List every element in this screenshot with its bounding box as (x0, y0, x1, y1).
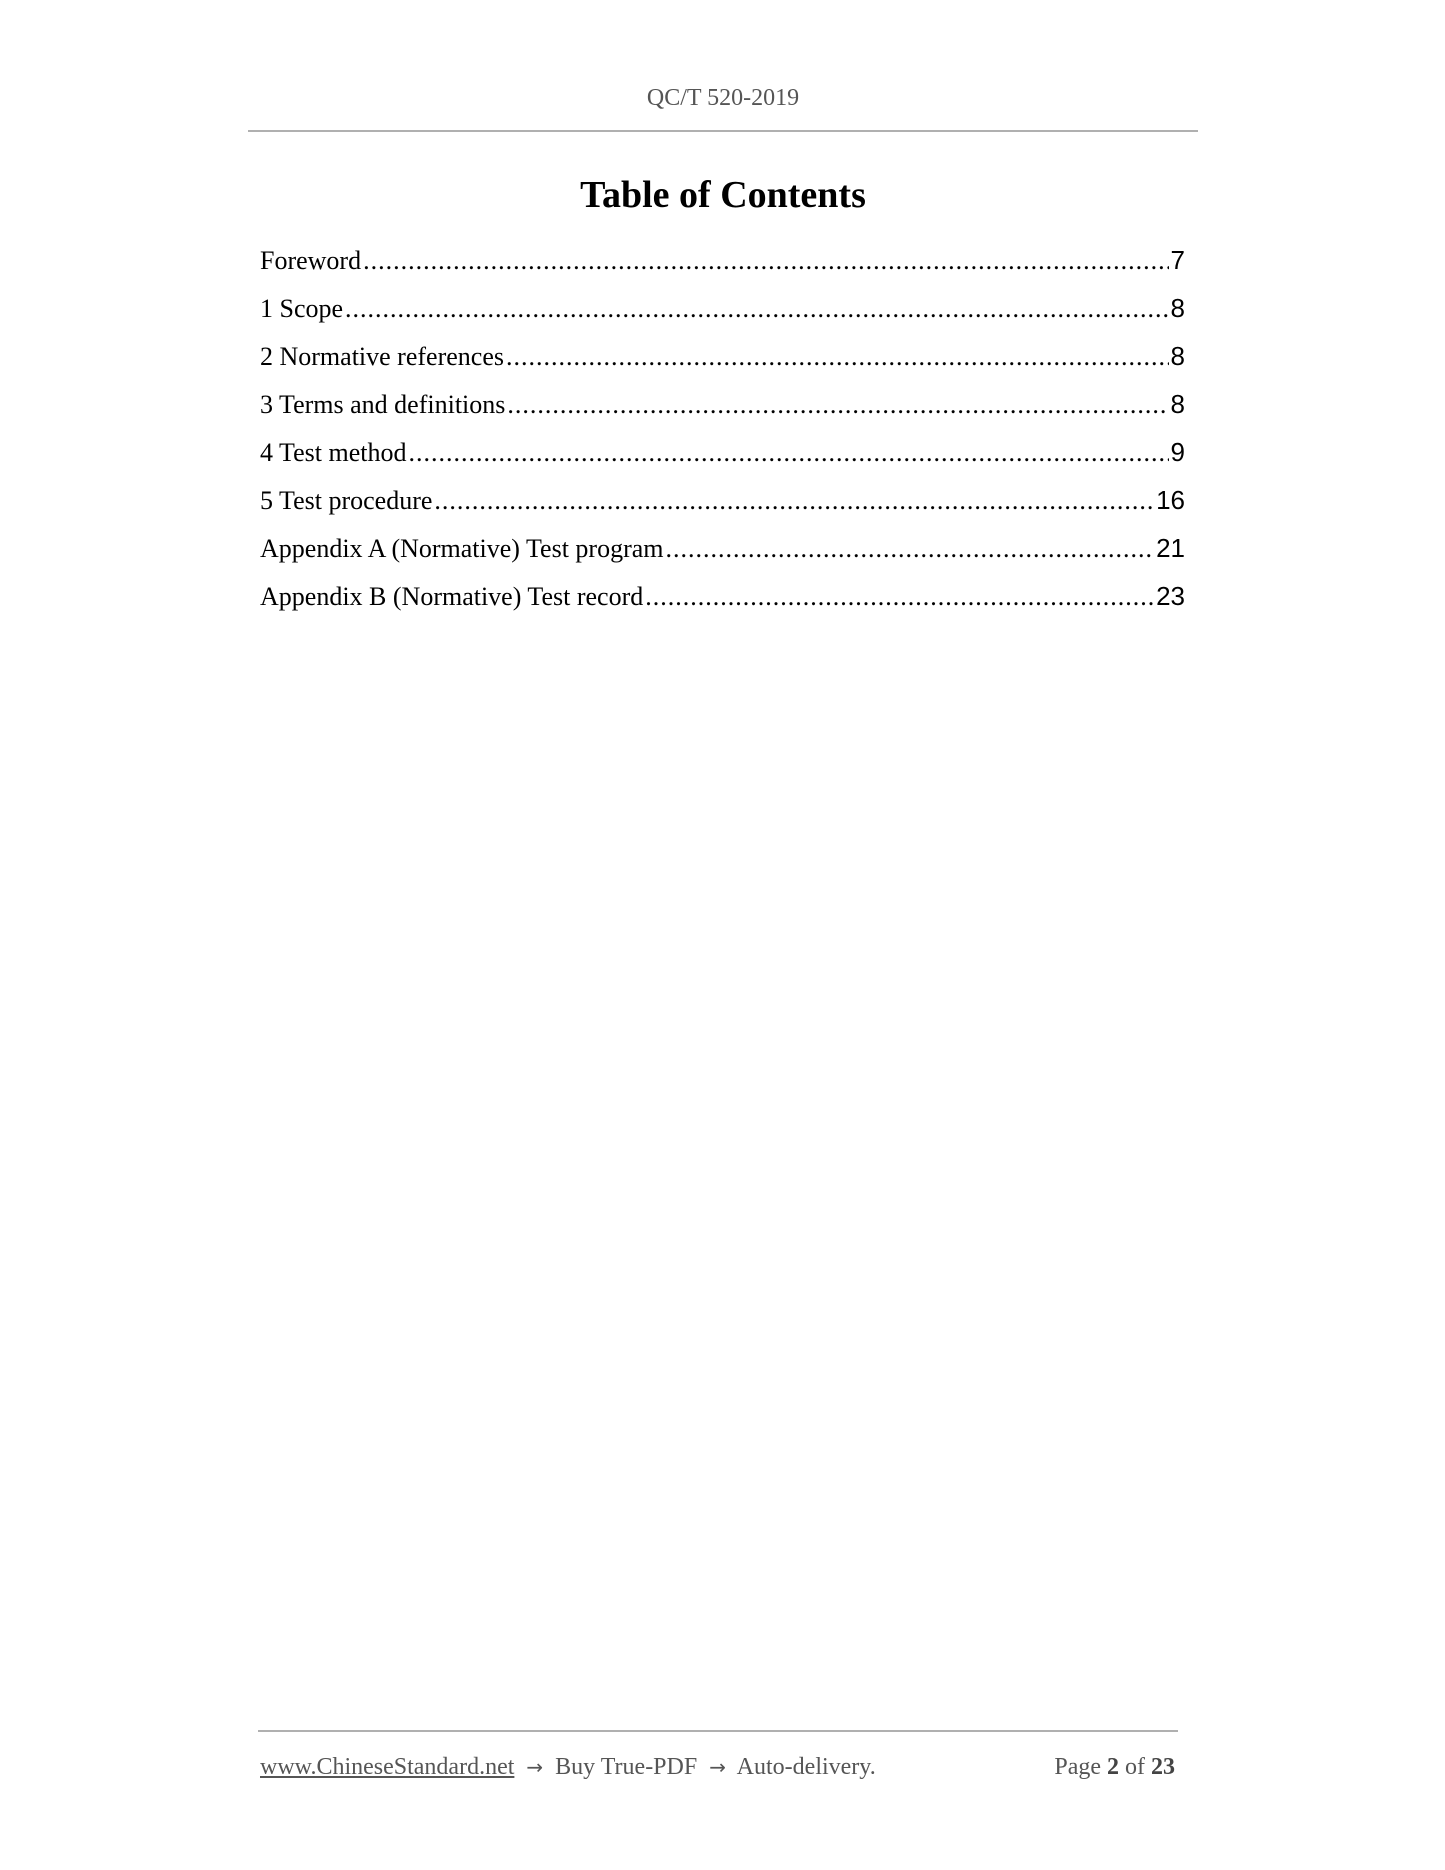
right-arrow-icon: → (709, 1755, 726, 1779)
toc-entry-label: 3 Terms and definitions (260, 390, 506, 419)
page-number (1054, 1750, 1175, 1784)
toc-entry-label: 1 Scope (260, 294, 344, 323)
dot-leader (666, 529, 1155, 569)
dot-leader (363, 241, 1168, 281)
footer-promo (260, 1750, 876, 1784)
toc-entry-label: 2 Normative references (260, 342, 504, 371)
page-of: of (1125, 1754, 1145, 1780)
page-prefix: Page (1054, 1754, 1101, 1780)
toc-entry-label: 5 Test procedure (260, 486, 433, 515)
toc-entry-page: 8 (1170, 293, 1185, 323)
toc-entry-normative-references[interactable] (260, 336, 1185, 384)
toc-heading: Table of Contents (580, 174, 866, 216)
document-code-header: QC/T 520-2019 (646, 85, 800, 111)
toc-entry-test-procedure[interactable] (260, 480, 1185, 528)
toc-entry-label: 4 Test method (260, 438, 407, 467)
toc-entry-page: 8 (1170, 341, 1185, 371)
toc-entry-page: 8 (1170, 389, 1185, 419)
toc-entry-page: 23 (1156, 581, 1185, 611)
page-footer (260, 1750, 1175, 1784)
toc-entry-page: 9 (1170, 437, 1185, 467)
dot-leader (507, 385, 1168, 425)
website-link[interactable]: www.ChineseStandard.net (260, 1754, 515, 1780)
toc-entry-page: 16 (1156, 485, 1185, 515)
toc-entry-scope[interactable] (260, 288, 1185, 336)
toc-entry-label: Appendix B (Normative) Test record (260, 582, 644, 611)
toc-list (260, 240, 1185, 624)
header-divider (248, 130, 1198, 132)
dot-leader (434, 481, 1154, 521)
toc-entry-terms-and-definitions[interactable] (260, 384, 1185, 432)
page-current: 2 (1107, 1754, 1119, 1780)
toc-entry-page: 7 (1170, 245, 1185, 275)
toc-entry-foreword[interactable] (260, 240, 1185, 288)
toc-entry-test-method[interactable] (260, 432, 1185, 480)
footer-step-delivery: Auto-delivery. (736, 1754, 876, 1780)
right-arrow-icon: → (526, 1755, 544, 1779)
toc-entry-appendix-b[interactable] (260, 576, 1185, 624)
page-total: 23 (1151, 1754, 1175, 1780)
dot-leader (645, 577, 1154, 617)
dot-leader (506, 337, 1169, 377)
footer-step-buy: Buy True-PDF (555, 1754, 698, 1780)
footer-divider (258, 1730, 1178, 1732)
toc-entry-label: Appendix A (Normative) Test program (260, 534, 664, 563)
toc-entry-appendix-a[interactable] (260, 528, 1185, 576)
dot-leader (408, 433, 1168, 473)
toc-entry-page: 21 (1156, 533, 1185, 563)
dot-leader (345, 289, 1168, 329)
toc-entry-label: Foreword (260, 246, 362, 275)
